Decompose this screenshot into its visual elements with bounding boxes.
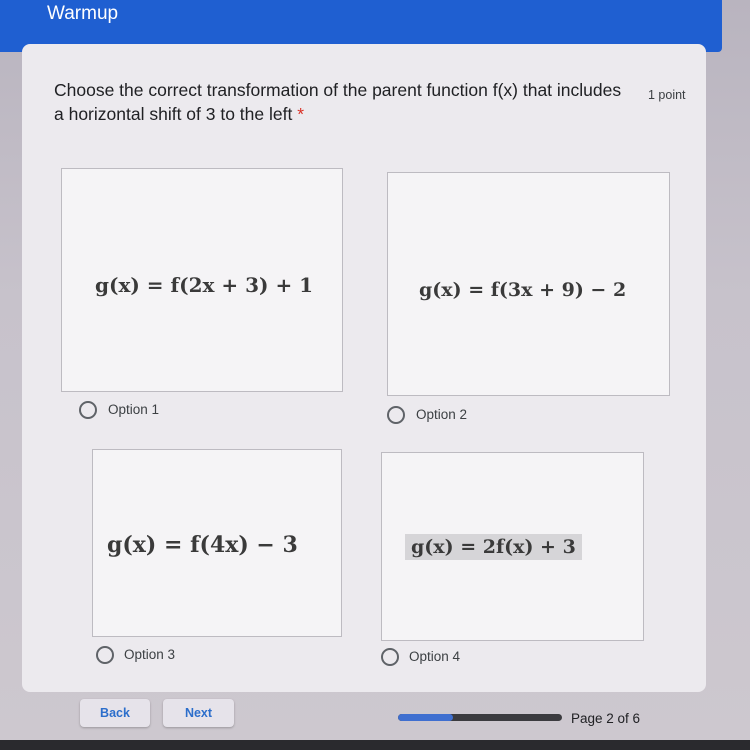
option-1-image	[61, 168, 343, 392]
question-line-1: Choose the correct transformation of the parent function f(x) that includes	[54, 80, 622, 100]
option-3-formula: g(x) = f(4x) − 3	[107, 532, 298, 558]
option-3-radio[interactable]	[96, 646, 114, 664]
next-button[interactable]: Next	[163, 699, 234, 727]
points-label: 1 point	[648, 88, 686, 102]
option-4-radio[interactable]	[381, 648, 399, 666]
option-4-formula: g(x) = 2f(x) + 3	[405, 534, 582, 560]
back-button[interactable]: Back	[80, 699, 150, 727]
option-3-image	[92, 449, 342, 637]
option-2-image	[387, 172, 670, 396]
form-title: Warmup	[47, 3, 119, 24]
option-1-label[interactable]: Option 1	[108, 402, 160, 417]
progress-fill	[398, 714, 453, 721]
page-indicator: Page 2 of 6	[571, 711, 641, 726]
question-text	[54, 78, 654, 126]
option-1-formula: g(x) = f(2x + 3) + 1	[95, 273, 314, 297]
required-asterisk: *	[297, 104, 305, 124]
progress-bar	[398, 714, 562, 721]
option-4-label[interactable]: Option 4	[409, 649, 461, 664]
option-1-radio[interactable]	[79, 401, 97, 419]
option-3-label[interactable]: Option 3	[124, 647, 176, 662]
option-4-image	[381, 452, 644, 641]
question-line-2: a horizontal shift of 3 to the left	[54, 104, 293, 124]
option-2-formula: g(x) = f(3x + 9) − 2	[419, 279, 627, 301]
option-2-label[interactable]: Option 2	[416, 407, 468, 422]
option-2-radio[interactable]	[387, 406, 405, 424]
